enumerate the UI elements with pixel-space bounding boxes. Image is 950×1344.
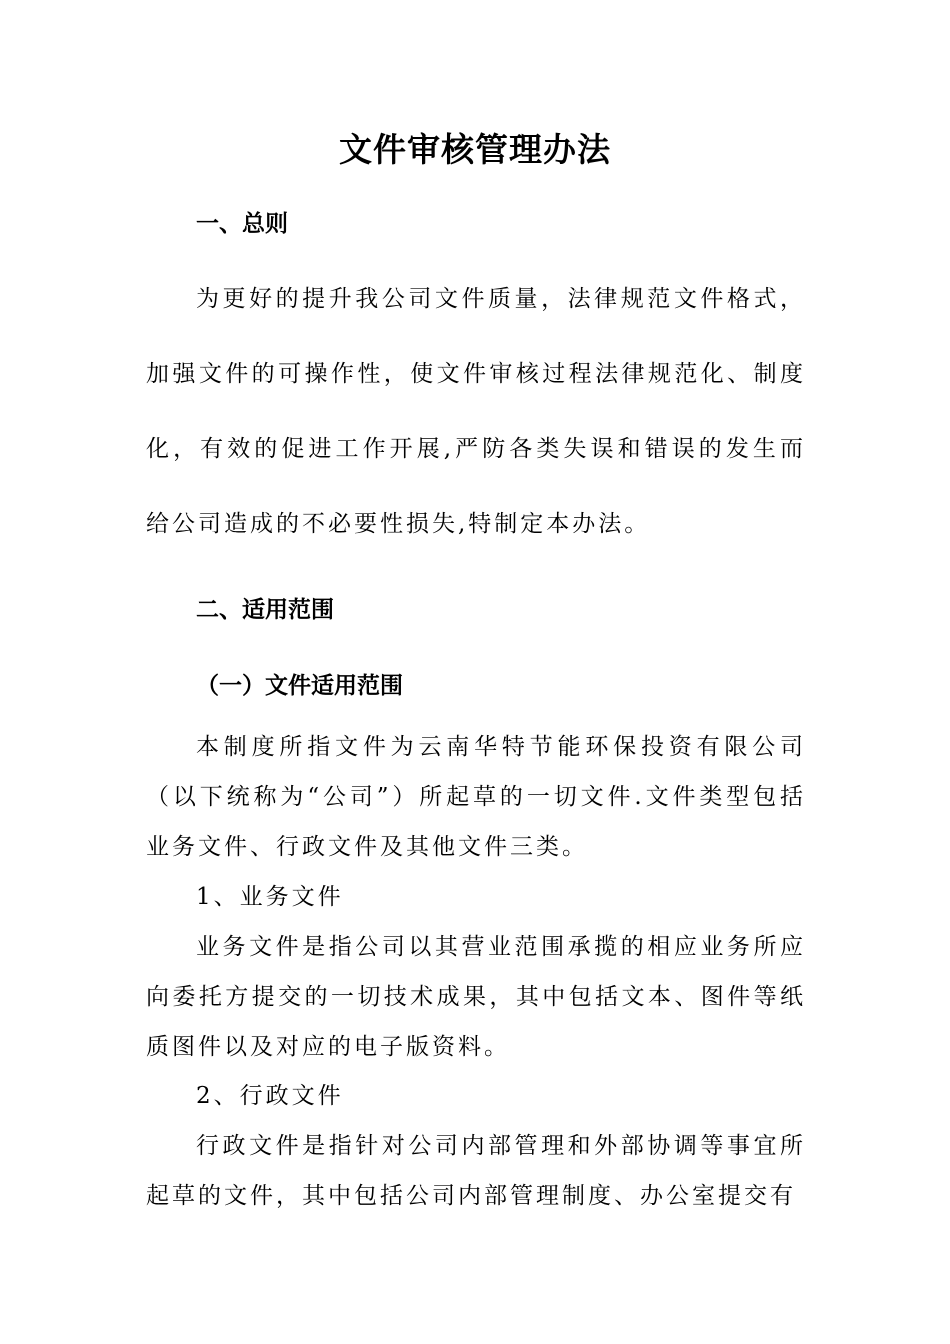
paragraph-business-files: 业务文件是指公司以其营业范围承揽的相应业务所应向委托方提交的一切技术成果，其中包括文本、图件等纸质图件以及对应的电子版资料。 <box>146 934 806 1060</box>
paragraph-admin-files: 行政文件是指针对公司内部管理和外部协调等事宜所起草的文件，其中包括公司内部管理制度、办公室提交有 <box>146 1133 806 1209</box>
subsection-heading-file-scope: （一）文件适用范围 <box>196 673 403 699</box>
document-title: 文件审核管理办法 <box>339 130 611 169</box>
section-heading-general: 一、总则 <box>196 211 288 237</box>
paragraph-general: 为更好的提升我公司文件质量，法律规范文件格式，加强文件的可操作性，使文件审核过程法律规范化、制度化，有效的促进工作开展,严防各类失误和错误的发生而给公司造成的不必要性损失,特制定本办法。 <box>146 286 806 537</box>
item-label-business-files: 1、业务文件 <box>196 884 344 910</box>
item-label-admin-files: 2、行政文件 <box>196 1083 344 1109</box>
section-heading-scope: 二、适用范围 <box>196 597 334 623</box>
paragraph-file-scope: 本制度所指文件为云南华特节能环保投资有限公司（以下统称为“公司”）所起草的一切文件.文件类型包括业务文件、行政文件及其他文件三类。 <box>146 734 806 860</box>
